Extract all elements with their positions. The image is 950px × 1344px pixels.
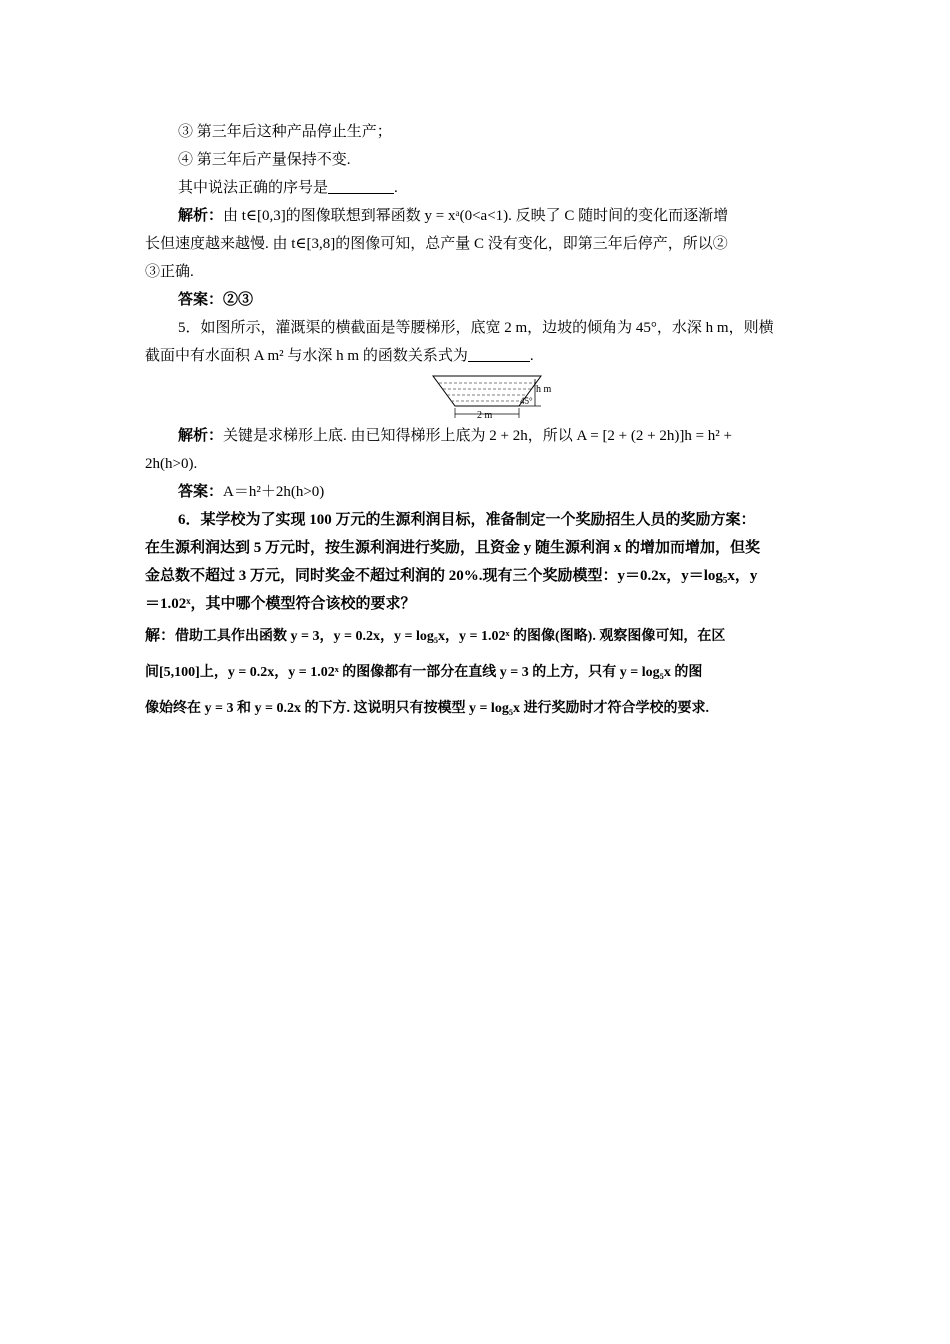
angle-label: 45° [520,396,533,406]
q4-analysis-label: 解析： [178,208,224,224]
answer-blank [468,347,530,362]
q5-answer-value: A＝h²＋2h(h>0) [223,484,325,500]
q6-solution-text-1: 借助工具作出函数 y = 3，y = 0.2x，y = log₅x，y = 1.02ˣ 的图像(图略). 观察图像可知，在区 [175,629,726,644]
q5-analysis-line-1 [145,422,815,450]
depth-label: h m [536,384,552,395]
q4-answer-label: 答案： [178,292,224,308]
q5-analysis-label: 解析： [178,428,224,444]
q4-analysis-line-2: 长但速度越来越慢. 由 t∈[3,8]的图像可知，总产量 C 没有变化，即第三年后停产，所以② [145,236,728,252]
document-content [145,118,815,727]
base-width-label: 2 m [477,410,493,420]
q4-analysis-line-3: ③正确. [145,264,194,280]
q6-line-3: 金总数不超过 3 万元，同时奖金不超过利润的 20%.现有三个奖励模型：y＝0.2x，y＝log₅x，y [145,568,758,584]
q4-prompt: 其中说法正确的序号是 . [178,180,398,196]
q6-solution-line-2: 间[5,100]上，y = 0.2x，y = 1.02ˣ 的图像都有一部分在直线 y = 3 的上方，只有 y = log₅x 的图 [145,665,703,680]
trapezoid-channel-figure [431,374,555,420]
q4-analysis-line-1 [145,202,815,230]
q6-solution-label: 解： [145,628,176,644]
q4-answer [145,286,815,314]
item-3: ③ 第三年后这种产品停止生产； [178,124,392,140]
q5-line-2: 截面中有水面积 A m² 与水深 h m 的函数关系式为 . [145,348,534,364]
q5-line-1: 5．如图所示，灌溉渠的横截面是等腰梯形，底宽 2 m，边坡的倾角为 45°，水深 h m，则横 [178,320,774,336]
q5-line-2-text: 截面中有水面积 A m² 与水深 h m 的函数关系式为 [145,348,468,364]
q5-analysis-text-1: 关键是求梯形上底. 由已知得梯形上底为 2 + 2h，所以 A = [2 + (2 + 2h)]h = h² + [223,428,733,444]
q6-solution-line-3: 像始终在 y = 3 和 y = 0.2x 的下方. 这说明只有按模型 y = log₅x 进行奖励时才符合学校的要求. [145,701,710,716]
q6-line-1: 6．某学校为了实现 100 万元的生源利润目标，准备制定一个奖励招生人员的奖励方案： [178,512,756,528]
answer-blank [328,179,394,194]
q4-analysis-text-1: 由 t∈[0,3]的图像联想到幂函数 y = xᵃ(0<a<1). 反映了 C 随时间的变化而逐渐增 [223,208,729,224]
q4-answer-value: ②③ [223,292,254,308]
item-4: ④ 第三年后产量保持不变. [178,152,351,168]
q6-solution-line-1 [145,618,815,655]
q6-line-4: ＝1.02ˣ，其中哪个模型符合该校的要求？ [145,596,416,612]
q5-answer [145,478,815,506]
q5-answer-label: 答案： [178,484,224,500]
q6-line-2: 在生源利润达到 5 万元时，按生源利润进行奖励，且资金 y 随生源利润 x 的增加而增加，但奖 [145,540,761,556]
q4-prompt-text: 其中说法正确的序号是 [178,180,329,196]
q5-analysis-line-2: 2h(h>0). [145,456,198,472]
